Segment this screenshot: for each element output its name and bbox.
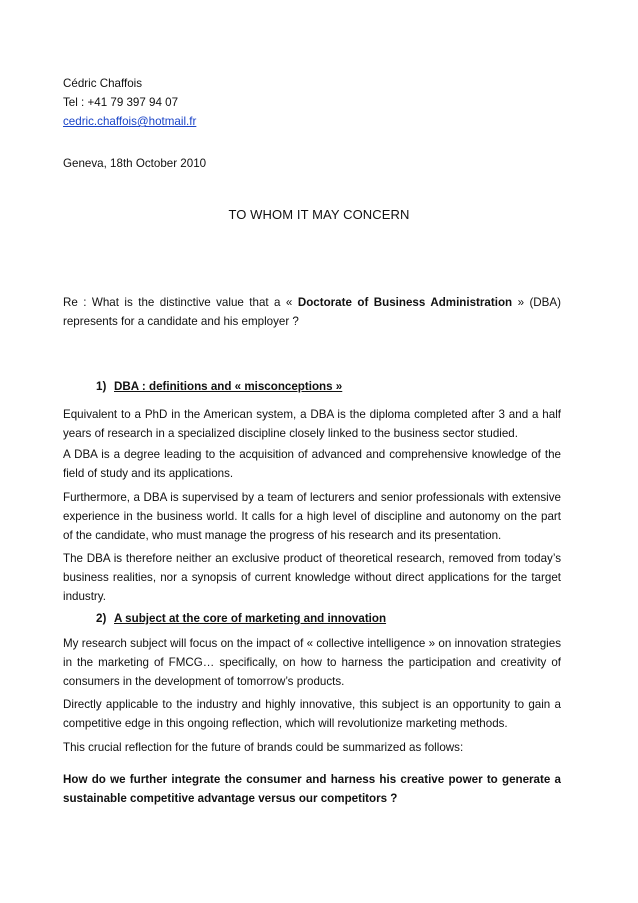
section-2-paragraph: This crucial reflection for the future of brands could be summarized as follows: (63, 741, 464, 754)
subject-prefix: Re : What is the distinctive value that a « (63, 296, 298, 309)
sender-phone: Tel : +41 79 397 94 07 (63, 96, 179, 109)
sender-email-link[interactable]: cedric.chaffois@hotmail.fr (63, 115, 197, 128)
date-line: Geneva, 18th October 2010 (63, 157, 207, 170)
section-2-number: 2) (96, 612, 107, 625)
section-1-paragraph: The DBA is therefore neither an exclusive product of theoretical research, removed from today’s business realities, nor a synopsis of current knowledge without direct applications for the target industry. (63, 552, 561, 603)
subject-bold: Doctorate of Business Administration (297, 296, 513, 309)
section-1-heading (96, 377, 342, 396)
subject-line (63, 293, 561, 331)
section-2-paragraph: Directly applicable to the industry and highly innovative, this subject is an opportunity to gain a competitive edge in this ongoing reflection, which will revolutionize marketing methods. (63, 698, 561, 730)
subject-suffix: » (DBA) represents for a candidate and his employer ? (63, 296, 562, 328)
sender-block (63, 74, 561, 131)
section-1-title: DBA : definitions and « misconceptions » (114, 380, 343, 393)
section-1-paragraph: A DBA is a degree leading to the acquisition of advanced and comprehensive knowledge of the field of study and its applications. (63, 448, 561, 480)
section-1-number: 1) (96, 380, 107, 393)
section-2-title: A subject at the core of marketing and innovation (114, 612, 387, 625)
key-question: How do we further integrate the consumer and harness his creative power to generate a sustainable competitive advantage versus our competitors ? (63, 773, 561, 805)
letter-title: TO WHOM IT MAY CONCERN (228, 207, 410, 222)
section-1-paragraph: Furthermore, a DBA is supervised by a team of lecturers and senior professionals with extensive experience in the business world. It calls for a high level of discipline and autonomy on the part of the candidate, who must manage the progress of his research and its presentation. (63, 491, 561, 542)
section-2-paragraph: My research subject will focus on the impact of « collective intelligence » on innovation strategies in the marketing of FMCG… specifically, on how to harness the participation and creativity of consumers in the development of tomorrow’s products. (63, 637, 561, 688)
section-1-paragraph: Equivalent to a PhD in the American system, a DBA is the diploma completed after 3 and a half years of research in a specialized discipline closely linked to the business sector studied. (63, 408, 561, 440)
sender-name: Cédric Chaffois (63, 77, 143, 90)
section-2-heading (96, 609, 386, 628)
